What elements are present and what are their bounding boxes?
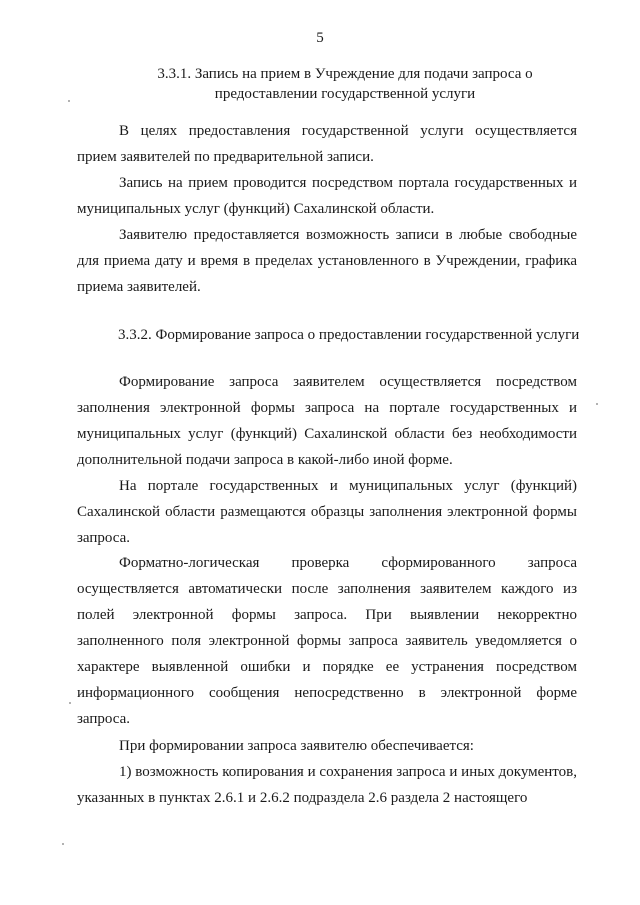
- paragraph: При формировании запроса заявителю обеспечивается:: [119, 738, 474, 754]
- section-heading-3-3-1: 3.3.1. Запись на прием в Учреждение для подачи запроса о предоставлении государственной услуги: [157, 66, 533, 102]
- paragraph: Формирование запроса заявителем осуществляется посредством заполнения электронной формы запроса на портале государственных и муниципальных услуг (функций) Сахалинской области без необходимости дополнительной подачи запроса в какой-либо иной форме.: [77, 374, 577, 468]
- scan-speck: [68, 100, 70, 102]
- section-heading-3-3-2: 3.3.2. Формирование запроса о предоставлении государственной услуги: [118, 327, 580, 343]
- paragraph: Форматно-логическая проверка сформированного запроса осуществляется автоматически после заполнения заявителем каждого из полей электронной формы запроса. При выявлении некорректно заполненного поля электронной формы запроса заявитель уведомляется о характере выявленной ошибки и порядке ее устранения посредством информационного сообщения непосредственно в электронной форме запроса.: [77, 555, 577, 727]
- page-number: 5: [316, 30, 324, 46]
- paragraph: На портале государственных и муниципальных услуг (функций) Сахалинской области размещаются образцы заполнения электронной формы запроса.: [77, 478, 577, 546]
- scan-speck: [62, 843, 64, 845]
- paragraph: 1) возможность копирования и сохранения запроса и иных документов, указанных в пунктах 2.6.1 и 2.6.2 подраздела 2.6 раздела 2 настоящего: [77, 764, 577, 806]
- paragraph: Заявителю предоставляется возможность записи в любые свободные для приема дату и время в пределах установленного в Учреждении, графика приема заявителей.: [77, 227, 577, 295]
- scan-speck: [596, 403, 598, 405]
- paragraph: Запись на прием проводится посредством портала государственных и муниципальных услуг (функций) Сахалинской области.: [77, 175, 577, 217]
- scan-speck: [69, 702, 71, 704]
- paragraph: В целях предоставления государственной услуги осуществляется прием заявителей по предварительной записи.: [77, 123, 577, 165]
